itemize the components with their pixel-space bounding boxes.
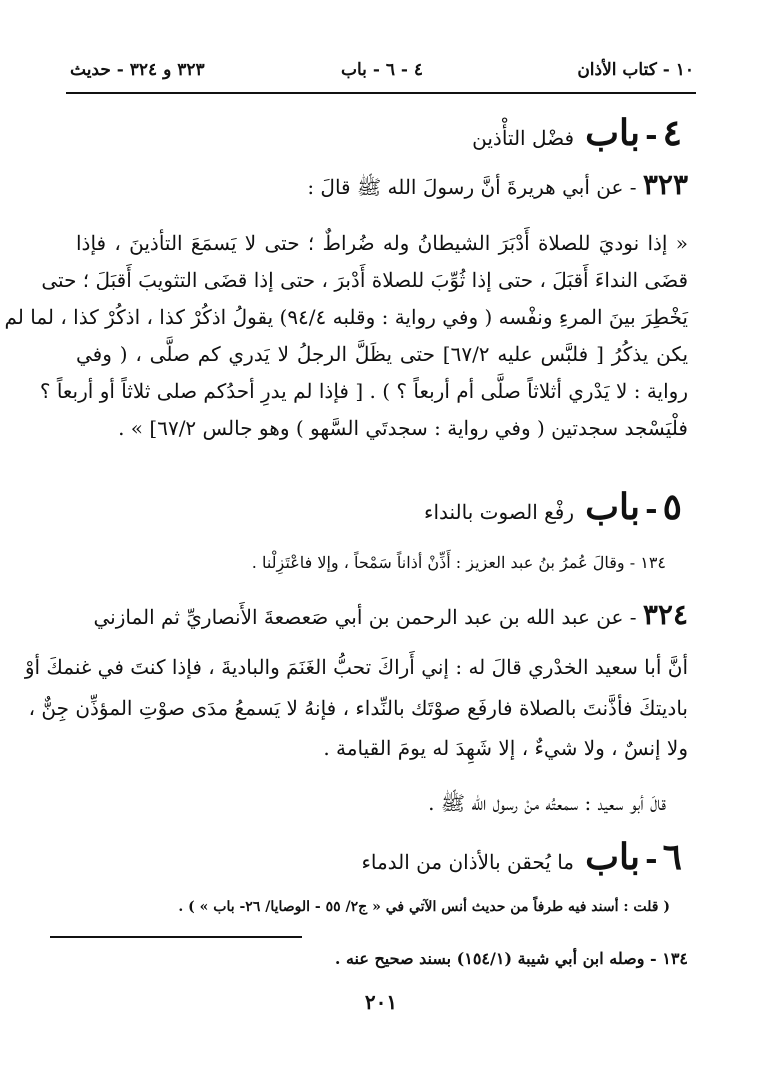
- chapter-bab: باب: [585, 836, 641, 878]
- hadith-324-closing: قالَ أبو سعيد : سمعتُه منْ رسول الله ﷺ .: [428, 791, 666, 815]
- hadith-323-line-2: قضَى النداءَ أَقبَلَ ، حتى إذا ثُوِّبَ للصلاة أَدْبرَ ، حتى إذا قضَى التثويبَ أَقبَلَ ؛ حتى: [41, 268, 688, 292]
- footnote-divider: [50, 936, 302, 938]
- athar-134: ١٣٤ - وقالَ عُمرُ بنُ عبد العزيز : أَذِّنْ أذاناً سَمْحاً ، وإلا فاعْتَزِلْنا .: [251, 553, 666, 572]
- running-header: [70, 58, 694, 90]
- chapter-title: رفْع الصوت بالنداء: [424, 500, 575, 524]
- hadith-number: ٣٢٤: [642, 598, 688, 631]
- hadith-intro-324: [76, 600, 688, 632]
- hadith-isnad: - عن عبد الله بن عبد الرحمن بن أبي صَعصعةَ الأَنصاريِّ ثم المازني: [93, 605, 637, 629]
- page-number: ٢٠١: [364, 990, 398, 1014]
- footnote-134: ١٣٤ - وصله ابن أبي شيبة (١٥٤/١) بسند صحيح عنه .: [334, 949, 688, 968]
- chapter-title: ما يُحقن بالأذان من الدماء: [361, 850, 575, 874]
- chapter-number: ٤: [662, 112, 682, 154]
- header-divider: [66, 92, 696, 94]
- hadith-323-line-5: رواية : لا يَدْري أثلاثاً صلَّى أم أربعاً ؟ ) . [ فإذا لم يدرِ أحدُكم صلى ثلاثاً أو أربعاً ؟: [39, 379, 688, 403]
- chapter-heading-5: [60, 486, 682, 528]
- chapter-heading-6: [60, 836, 682, 878]
- hadith-323-line-6: فلْيَسْجد سجدتين ( وفي رواية : سجدتَي السَّهو ) وهو جالس ٦٧/٢] » .: [118, 416, 688, 440]
- hadith-323-line-3: يَخْطِرَ بينَ المرءِ ونفْسه ( وفي رواية : وقلبه ٩٤/٤) يقولُ اذكُرْ كذا ، اذكُرْ كذا ، لما لم: [4, 305, 688, 329]
- hadith-323-line-1: « إذا نوديَ للصلاة أَدْبَرَ الشيطانُ وله ضُراطٌ ؛ حتى لا يَسمَعَ التأذينَ ، فإذا: [76, 231, 688, 255]
- header-book-title: ١٠ - كتاب الأذان: [577, 60, 694, 80]
- chapter-title: فضْل التأْذين: [472, 126, 575, 150]
- chapter-bab: باب: [585, 486, 641, 528]
- chapter-number: ٥: [662, 486, 682, 528]
- chapter-dash: -: [645, 118, 658, 153]
- chapter-bab: باب: [585, 112, 641, 154]
- hadith-323-line-4: يكن يذكُرُ [ فلبَّس عليه ٦٧/٢] حتى يظَلَّ الرجلُ لا يَدري كم صلَّى ، ( وفي: [76, 342, 689, 366]
- chapter-number: ٦: [662, 836, 682, 878]
- chapter-dash: -: [645, 842, 658, 877]
- chapter-dash: -: [645, 492, 658, 527]
- header-hadith-range: ٣٢٣ و ٣٢٤ - حديث: [70, 60, 205, 80]
- header-chapter-range: ٤ - ٦ - باب: [341, 60, 423, 80]
- chapter-heading-4: [60, 112, 682, 154]
- hadith-intro-323: [76, 170, 688, 202]
- hadith-number: ٣٢٣: [642, 168, 688, 201]
- editor-note: ( قلت : أسند فيه طرفاً من حديث أنس الآتي في « ج٢/ ٥٥ - الوصايا/ ٢٦- باب » ) .: [178, 899, 670, 915]
- hadith-324-line-2: باديتكَ فأذَّنتَ بالصلاة فارفَع صوْتَك بالنِّداء ، فإنهُ لا يَسمعُ مدَى صوْتِ المؤذِّن جِنٌّ ،: [28, 696, 688, 720]
- hadith-324-line-1: أنَّ أبا سعيد الخدْري قالَ له : إني أَراكَ تحبُّ الغَنَمَ والباديةَ ، فإذا كنتَ في غنمكَ أوْ: [24, 655, 688, 679]
- hadith-324-line-3: ولا إنسٌ ، ولا شيءٌ ، إلا شَهِدَ له يومَ القيامة .: [323, 736, 688, 760]
- hadith-isnad: - عن أبي هريرةَ أنَّ رسولَ الله ﷺ قالَ :: [307, 175, 637, 199]
